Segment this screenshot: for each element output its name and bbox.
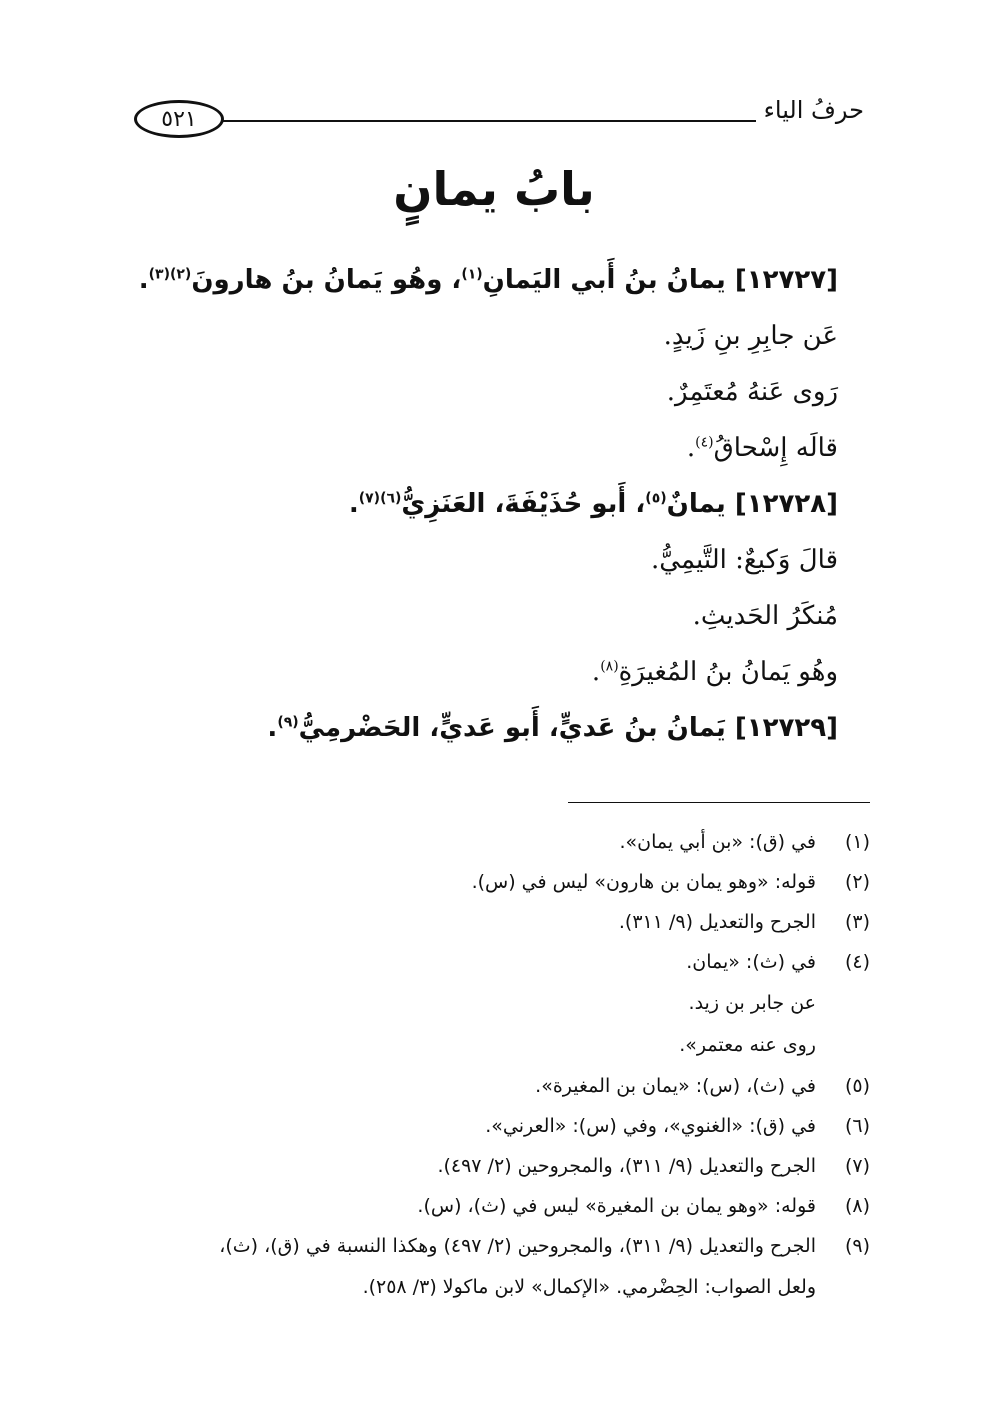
footnote-text: الجرح والتعديل (٩/ ٣١١)، والمجروحين (٢/ ٤٩٧). [437, 1155, 816, 1177]
section-title: بابُ يمانٍ [393, 162, 595, 216]
footnote-text: في (ق): «بن أبي يمان». [619, 831, 816, 853]
narration-text: قالَه إِسْحاقُ [713, 433, 838, 463]
footnote-text: في (ق): «الغنوي»، وفي (س): «العرني». [485, 1115, 816, 1137]
entry-number: [١٢٧٢٧] [734, 265, 838, 295]
main-text [120, 252, 838, 756]
footnote [110, 822, 870, 862]
footnote [110, 1066, 870, 1106]
narration-line: رَوى عَنهُ مُعتَمِرٌ. [666, 377, 838, 407]
footnote-number: (١) [844, 831, 870, 853]
narration-line: مُنكَرُ الحَديثِ. [692, 601, 838, 631]
entry-end: . [348, 489, 359, 519]
footnote-number: (٩) [844, 1235, 870, 1257]
footnote-number: (٥) [844, 1075, 870, 1097]
narration-line [120, 644, 838, 700]
header-rule [222, 120, 756, 122]
entry-name: يَمانُ بنُ عَديٍّ، أَبو عَديٍّ، الحَضْرمِيُّ [298, 713, 726, 743]
page-number [134, 100, 224, 138]
line-end: . [591, 657, 601, 687]
footnote [110, 942, 870, 982]
footnote-ref[interactable]: (٨) [600, 658, 619, 675]
footnote [110, 1146, 870, 1186]
entry-number: [١٢٧٢٩] [734, 713, 838, 743]
footnote-text: الجرح والتعديل (٩/ ٣١١)، والمجروحين (٢/ ٤٩٧) وهكذا النسبة في (ق)، (ث)، [219, 1235, 816, 1257]
entry-number: [١٢٧٢٨] [734, 489, 838, 519]
entry-end: . [267, 713, 278, 743]
entry-12728 [120, 476, 838, 532]
footnote-number: (٤) [844, 951, 870, 973]
footnote [110, 1186, 870, 1226]
footnote [110, 1106, 870, 1146]
footnote [110, 862, 870, 902]
footnote-ref[interactable]: (٥) [645, 490, 667, 507]
footnote-number: (٧) [844, 1155, 870, 1177]
footnote [110, 1226, 870, 1266]
footnote-continuation: ولعل الصواب: الحِضْرمي. «الإكمال» لابن ماكولا (٣/ ٢٥٨). [362, 1276, 816, 1298]
footnote-ref[interactable]: (١) [461, 266, 483, 283]
line-end: . [686, 433, 696, 463]
narration-line: قالَ وَكيعٌ: التَّيمِيُّ. [651, 545, 838, 575]
narration-line [120, 420, 838, 476]
entry-name: يمانٌ [666, 489, 726, 519]
footnote-ref[interactable]: (٤) [695, 434, 714, 451]
footnote-ref[interactable]: (٩) [277, 714, 299, 731]
footnote-text: في (ث): «يمان. [686, 951, 816, 973]
footnotes [110, 822, 870, 1308]
footnote-text: الجرح والتعديل (٩/ ٣١١). [618, 911, 816, 933]
entry-12729 [120, 700, 838, 756]
footnote-text: في (ث)، (س): «يمان بن المغيرة». [535, 1075, 816, 1097]
chapter-header: حرفُ الياء [763, 96, 864, 124]
footnote-ref[interactable]: (٦)(٧) [358, 490, 402, 507]
narration-line: عَن جابِرِ بنِ زَيدٍ. [663, 321, 838, 351]
footnote-continuation: روى عنه معتمر». [679, 1034, 816, 1056]
entry-alias: ، وهُو يَمانُ بنُ هارونَ [191, 265, 462, 295]
entry-name: يمانُ بنُ أَبي اليَمانِ [482, 265, 726, 295]
entry-alias: ، أَبو حُذَيْفَةَ، العَنَزِيُّ [401, 489, 646, 519]
footnote-number: (٨) [844, 1195, 870, 1217]
footnote-separator [568, 802, 870, 803]
footnote [110, 902, 870, 942]
footnote-number: (٢) [844, 871, 870, 893]
entry-12727 [120, 252, 838, 308]
footnote-ref[interactable]: (٢)(٣) [148, 266, 192, 283]
footnote-text: قوله: «وهو يمان بن هارون» ليس في (س). [471, 871, 816, 893]
entry-end: . [138, 265, 149, 295]
footnote-number: (٦) [844, 1115, 870, 1137]
page-number-text: ٥٢١ [161, 106, 197, 132]
narration-text: وهُو يَمانُ بنُ المُغيرَةِ [618, 657, 838, 687]
footnote-continuation: عن جابر بن زيد. [688, 992, 816, 1014]
footnote-text: قوله: «وهو يمان بن المغيرة» ليس في (ث)، (س). [417, 1195, 816, 1217]
footnote-number: (٣) [844, 911, 870, 933]
